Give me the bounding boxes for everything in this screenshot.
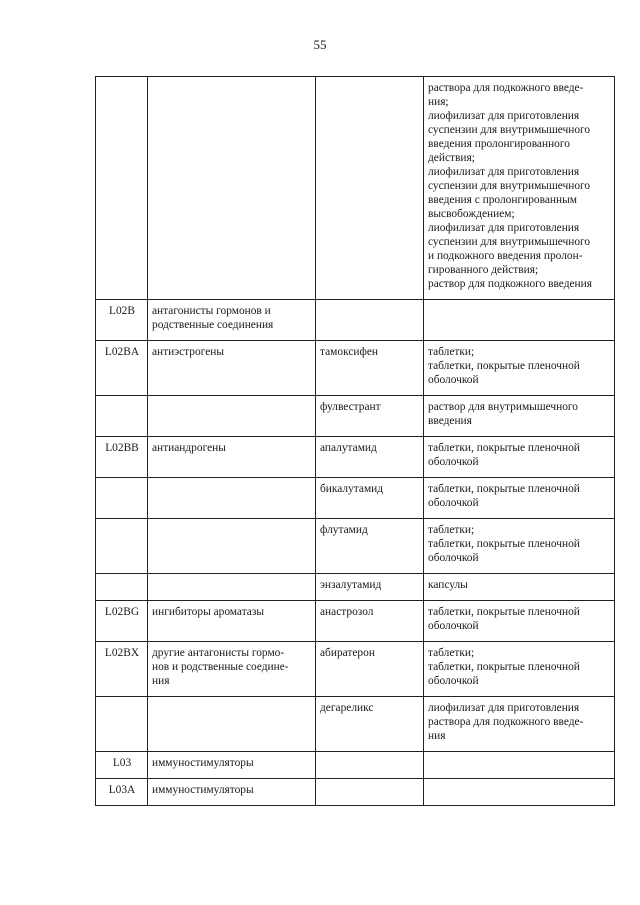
table-row: [96, 396, 615, 437]
dosage-form-line: таблетки, покрытые пленочной: [428, 538, 580, 550]
drug-name-cell: [316, 300, 424, 341]
group-name-cell: [148, 396, 316, 437]
drug-name-line: тамоксифен: [320, 346, 379, 358]
dosage-forms-cell: [424, 642, 615, 697]
dosage-forms-cell: [424, 519, 615, 574]
dosage-form-line: высвобождением;: [428, 208, 515, 220]
table-row: [96, 77, 615, 300]
dosage-form-line: введения: [428, 415, 472, 427]
group-name-cell: [148, 697, 316, 752]
atc-code-cell: L02BA: [96, 341, 148, 396]
dosage-form-line: таблетки, покрытые пленочной: [428, 483, 580, 495]
atc-code-cell: [96, 697, 148, 752]
drug-classification-table: [95, 76, 615, 806]
group-name-line: ния: [152, 675, 170, 687]
dosage-forms-cell: [424, 437, 615, 478]
atc-code-cell: L02BX: [96, 642, 148, 697]
table-row: [96, 574, 615, 601]
drug-name-cell: [316, 519, 424, 574]
drug-name-cell: [316, 642, 424, 697]
group-name-cell: [148, 642, 316, 697]
drug-name-cell: [316, 396, 424, 437]
atc-code-cell: L02BB: [96, 437, 148, 478]
group-name-line: родственные соединения: [152, 319, 274, 331]
group-name-cell: [148, 300, 316, 341]
group-name-cell: [148, 341, 316, 396]
dosage-form-line: капсулы: [428, 579, 468, 591]
dosage-forms-cell: [424, 300, 615, 341]
table-row: [96, 642, 615, 697]
table-row: [96, 478, 615, 519]
dosage-form-line: ния: [428, 730, 446, 742]
atc-code-cell: [96, 478, 148, 519]
group-name-cell: [148, 519, 316, 574]
dosage-form-line: раствора для подкожного введе-: [428, 82, 584, 94]
drug-name-line: абиратерон: [320, 647, 375, 659]
table-row: [96, 519, 615, 574]
drug-name-line: фулвестрант: [320, 401, 381, 413]
group-name-line: ингибиторы ароматазы: [152, 606, 265, 618]
dosage-form-line: суспензии для внутримышечного: [428, 124, 591, 136]
dosage-forms-cell: [424, 779, 615, 806]
dosage-form-line: лиофилизат для приготовления: [428, 222, 580, 234]
table-row: [96, 341, 615, 396]
drug-name-cell: [316, 697, 424, 752]
dosage-form-line: суспензии для внутримышечного: [428, 236, 591, 248]
drug-name-line: дегареликс: [320, 702, 374, 714]
dosage-forms-cell: [424, 341, 615, 396]
dosage-form-line: ния;: [428, 96, 449, 108]
dosage-form-line: оболочкой: [428, 675, 479, 687]
drug-name-cell: [316, 478, 424, 519]
dosage-form-line: оболочкой: [428, 620, 479, 632]
atc-code-cell: L03A: [96, 779, 148, 806]
dosage-form-line: таблетки;: [428, 524, 475, 536]
group-name-line: антиандрогены: [152, 442, 226, 454]
dosage-form-line: таблетки;: [428, 647, 475, 659]
group-name-line: иммуностимуляторы: [152, 784, 254, 796]
atc-code-cell: [96, 574, 148, 601]
table-row: [96, 300, 615, 341]
dosage-form-line: лиофилизат для приготовления: [428, 166, 580, 178]
group-name-line: иммуностимуляторы: [152, 757, 254, 769]
dosage-form-line: и подкожного введения пролон-: [428, 250, 583, 262]
page-number: 55: [313, 37, 327, 52]
atc-code-cell: L02B: [96, 300, 148, 341]
dosage-forms-cell: [424, 601, 615, 642]
dosage-form-line: таблетки, покрытые пленочной: [428, 442, 580, 454]
atc-code-cell: [96, 519, 148, 574]
group-name-line: антиэстрогены: [152, 346, 225, 358]
atc-code-cell: L02BG: [96, 601, 148, 642]
group-name-cell: [148, 574, 316, 601]
drug-name-cell: [316, 574, 424, 601]
dosage-form-line: таблетки, покрытые пленочной: [428, 661, 580, 673]
group-name-cell: [148, 779, 316, 806]
drug-name-line: апалутамид: [320, 442, 377, 454]
dosage-forms-cell: [424, 574, 615, 601]
table-row: [96, 697, 615, 752]
table-row: [96, 437, 615, 478]
drug-name-cell: [316, 752, 424, 779]
dosage-form-line: суспензии для внутримышечного: [428, 180, 591, 192]
dosage-forms-cell: [424, 697, 615, 752]
drug-name-line: флутамид: [320, 524, 368, 536]
atc-code-cell: [96, 77, 148, 300]
drug-name-cell: [316, 779, 424, 806]
group-name-line: другие антагонисты гормо-: [152, 647, 285, 659]
group-name-cell: [148, 77, 316, 300]
drug-name-cell: [316, 341, 424, 396]
group-name-cell: [148, 752, 316, 779]
drug-name-cell: [316, 601, 424, 642]
dosage-forms-cell: [424, 396, 615, 437]
dosage-form-line: лиофилизат для приготовления: [428, 702, 580, 714]
group-name-cell: [148, 437, 316, 478]
dosage-forms-cell: [424, 77, 615, 300]
drug-name-cell: [316, 437, 424, 478]
atc-code-cell: [96, 396, 148, 437]
dosage-forms-cell: [424, 478, 615, 519]
dosage-form-line: таблетки, покрытые пленочной: [428, 360, 580, 372]
dosage-form-line: введения с пролонгированным: [428, 194, 577, 206]
dosage-form-line: оболочкой: [428, 552, 479, 564]
group-name-line: антагонисты гормонов и: [152, 305, 271, 317]
dosage-form-line: введения пролонгированного: [428, 138, 570, 150]
dosage-form-line: раствор для подкожного введения: [428, 278, 592, 290]
dosage-form-line: оболочкой: [428, 497, 479, 509]
table-row: [96, 601, 615, 642]
table-row: [96, 779, 615, 806]
dosage-form-line: раствора для подкожного введе-: [428, 716, 584, 728]
dosage-form-line: лиофилизат для приготовления: [428, 110, 580, 122]
group-name-cell: [148, 478, 316, 519]
dosage-form-line: раствор для внутримышечного: [428, 401, 578, 413]
dosage-form-line: таблетки;: [428, 346, 475, 358]
drug-name-cell: [316, 77, 424, 300]
drug-name-line: бикалутамид: [320, 483, 384, 495]
drug-name-line: анастрозол: [320, 606, 374, 618]
table-body: [96, 77, 615, 806]
group-name-line: нов и родственные соедине-: [152, 661, 289, 673]
dosage-form-line: гированного действия;: [428, 264, 539, 276]
dosage-form-line: оболочкой: [428, 374, 479, 386]
dosage-form-line: действия;: [428, 152, 475, 164]
drug-name-line: энзалутамид: [320, 579, 382, 591]
dosage-form-line: оболочкой: [428, 456, 479, 468]
table-row: [96, 752, 615, 779]
dosage-form-line: таблетки, покрытые пленочной: [428, 606, 580, 618]
group-name-cell: [148, 601, 316, 642]
dosage-forms-cell: [424, 752, 615, 779]
atc-code-cell: L03: [96, 752, 148, 779]
